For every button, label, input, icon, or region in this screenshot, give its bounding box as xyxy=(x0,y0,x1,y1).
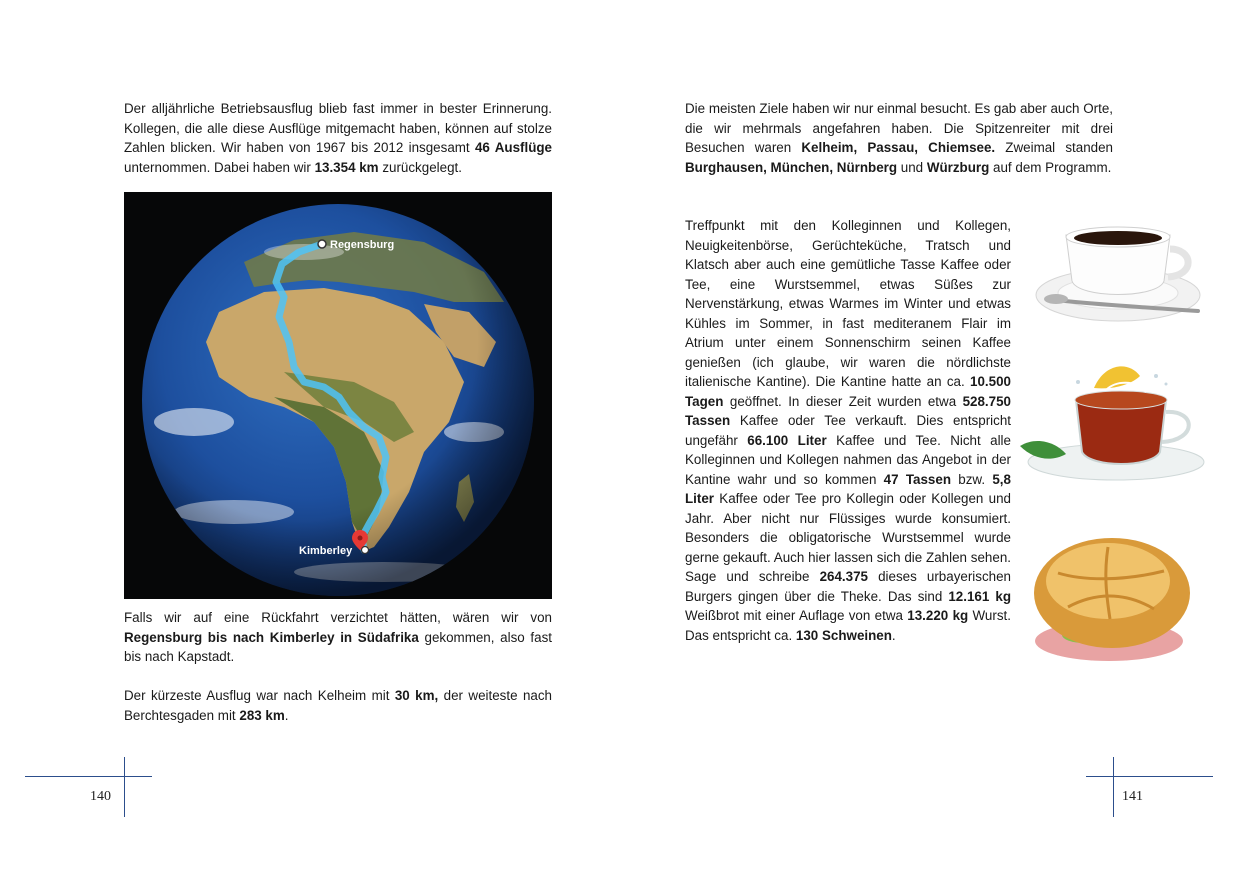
stat-liters-per-person: 5,8 Liter xyxy=(685,471,1011,506)
canteen-text: Treffpunkt mit den Kolleginnen und Kollegen, Neuigkeitenbörse, Gerüchteküche, Tratsch und Klatsch aber auch eine gemütliche Tasse Kaffee oder Tee, eine Wurstsemmel, etwas Süßes zur Nervenstärkung, etwas Warmes im Winter und etwas Kühles im Sommer, in fast mediteranem Flair im Atrium unter einem Sonnenschirm seinen Kaffee genießen (ich glaube, wir waren die nördlichste italienische Kantine). Die Kantine hatte an ca. xyxy=(685,218,1011,389)
stat-days: 10.500 Tagen xyxy=(685,374,1011,409)
return-text: Falls wir auf eine Rückfahrt verzichtet hätten, wären wir von xyxy=(124,610,552,625)
canteen-text: Kaffee oder Tee verkauft. Dies entspricht ungefähr xyxy=(685,413,1011,448)
canteen-text: Kaffee oder Tee pro Kollegin oder Kollegen und Jahr. Aber nicht nur Flüssiges wurde konsumiert. Besonders die obligatorische Wurstsemmel wurde gerne gekauft. Auch hier lassen sich die Zahlen sehen. Sage und schreibe xyxy=(685,491,1011,584)
canteen-text: Kaffee und Tee. Nicht alle Kolleginnen und Kollegen nahmen das Angebot in der Kantine wahr und so kommen xyxy=(685,432,1011,487)
tea-cup-image xyxy=(1016,350,1212,498)
destinations-paragraph xyxy=(685,99,1113,177)
stat-cups: 528.750 Tassen xyxy=(685,393,1011,428)
crop-mark-vertical xyxy=(124,757,125,817)
three-visits: Kelheim, Passau, Chiemsee. xyxy=(801,140,996,155)
start-marker-icon xyxy=(318,240,326,248)
trips-text: der weiteste nach Berchtesgaden mit xyxy=(124,688,552,723)
trips-count: 46 Ausflüge xyxy=(474,140,552,155)
intro-text: zurückgelegt. xyxy=(378,159,462,175)
canteen-text: bzw. xyxy=(951,471,993,487)
canteen-paragraph xyxy=(685,216,1011,645)
canteen-text: dieses urbayerischen Burgers gingen über die Theke. Das sind xyxy=(685,569,1012,604)
destinations-text: Die meisten Ziele haben wir nur einmal besucht. Es gab aber auch Orte, die wir mehrmals angefahren haben. Die Spitzenreiter mit drei Besuchen waren xyxy=(685,101,1113,155)
map-label-start: Regensburg xyxy=(330,239,395,251)
return-text: gekommen, also fast bis nach Kapstadt. xyxy=(124,629,552,664)
destinations-text: Zweimal standen xyxy=(995,140,1113,155)
trips-text: Der kürzeste Ausflug war nach Kelheim mit xyxy=(124,688,395,703)
crop-mark-horizontal xyxy=(25,776,152,777)
sausage-roll-image xyxy=(1024,523,1194,668)
destinations-text: und xyxy=(897,159,927,175)
shortest-km: 30 km, xyxy=(394,688,439,703)
two-visits: Burghausen, München, Nürnberg xyxy=(685,159,898,175)
stat-sausage: 13.220 kg xyxy=(907,608,969,623)
globe-route-map xyxy=(124,192,552,599)
longest-km: 283 km xyxy=(239,707,285,723)
distance-total: 13.354 km xyxy=(314,159,379,175)
intro-text: unternommen. Dabei haben wir xyxy=(124,159,315,175)
destinations-text: auf dem Programm. xyxy=(989,159,1112,175)
route-bold: Regensburg bis nach Kimberley in Südafrika xyxy=(124,629,419,645)
intro-text: Der alljährliche Betriebsausflug blieb fast immer in bester Erinnerung. Kollegen, die alle diese Ausflüge mitgemacht haben, können auf stolze Zahlen blicken. Wir haben von 1967 bis 2012 insgesamt xyxy=(124,101,552,155)
canteen-text: . xyxy=(891,627,896,643)
two-visits-last: Würzburg xyxy=(926,159,990,175)
intro-paragraph xyxy=(124,99,552,177)
page-number-right: 141 xyxy=(1122,789,1143,804)
end-marker-icon xyxy=(362,547,369,554)
stat-bread: 12.161 kg xyxy=(948,588,1011,604)
stat-pigs: 130 Schweinen xyxy=(795,627,892,643)
crop-mark-vertical xyxy=(1113,757,1114,817)
crop-mark-horizontal xyxy=(1086,776,1213,777)
coffee-cup-image xyxy=(1018,207,1212,345)
stat-liters: 66.100 Liter xyxy=(747,432,827,448)
canteen-text: Weißbrot mit einer Auflage von etwa xyxy=(685,608,908,623)
map-label-end: Kimberley xyxy=(299,545,353,557)
stat-burgers: 264.375 xyxy=(819,569,868,584)
return-trip-paragraph xyxy=(124,608,552,667)
canteen-text: Wurst. Das entspricht ca. xyxy=(685,608,1011,643)
shortest-longest-paragraph xyxy=(124,686,552,725)
stat-cups-per-person: 47 Tassen xyxy=(883,471,951,487)
page-number-left: 140 xyxy=(90,789,111,804)
trips-text: . xyxy=(284,707,289,723)
canteen-text: geöffnet. In dieser Zeit wurden etwa xyxy=(723,393,963,409)
